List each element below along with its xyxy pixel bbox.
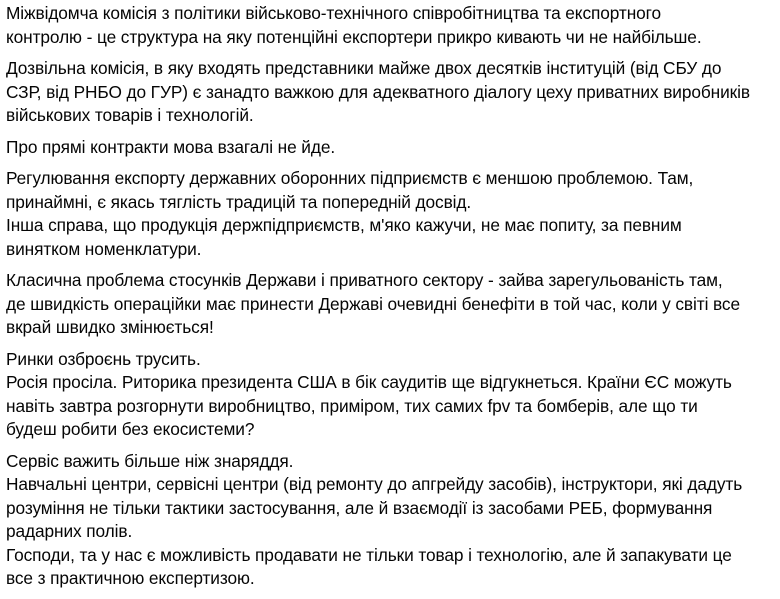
text-line: Інша справа, що продукція держпідприємств, м'яко кажучи, не має попиту, за певним <box>6 215 682 235</box>
text-line: все з практичною експертизою. <box>6 568 255 588</box>
text-line: Сервіс важить більше ніж знаряддя. <box>6 450 294 471</box>
text-line: Про прямі контракти мова взагалі не йде. <box>6 136 336 157</box>
text-line: радарних полів. <box>6 521 133 541</box>
text-line: Росія просіла. Риторика президента США в бік саудитів ще відгукнеться. Країни ЄС можуть <box>6 372 732 392</box>
text-line: розуміння не тільки тактики застосування, але й взаємодії із засобами РЕБ, формування <box>6 497 713 518</box>
text-line: Ринки озброєнь трусить. <box>6 348 201 369</box>
paragraph <box>6 167 778 261</box>
text-line: СЗР, від РНБО до ГУР) є занадто важкою для адекватного діалогу цеху приватних виробників <box>6 81 750 102</box>
paragraph <box>6 136 778 160</box>
text-line: Міжвідомча комісія з політики військово-технічного співробітництва та експортного <box>6 3 662 23</box>
text-line: Дозвільна комісія, в яку входять представники майже двох десятків інституцій (від СБУ до <box>6 58 722 78</box>
post-body <box>6 2 778 599</box>
text-line: навіть завтра розгорнути виробництво, приміром, тих самих fpv та бомберів, але що ти <box>6 395 698 416</box>
text-line: винятком номенклатури. <box>6 238 202 259</box>
text-line: Навчальні центри, сервісні центри (від ремонту до апгрейду засобів), інструктори, які дадуть <box>6 474 743 494</box>
paragraph <box>6 450 778 591</box>
paragraph <box>6 57 778 128</box>
paragraph <box>6 269 778 340</box>
text-line: контролю - це структура на яку потенційні експортери прикро кивають чи не найбільше. <box>6 26 702 47</box>
paragraph <box>6 348 778 442</box>
text-line: вкрай швидко змінюється! <box>6 317 214 337</box>
text-line: військових товарів і технологій. <box>6 105 254 125</box>
text-line: Регулювання експорту державних оборонних підприємств є меншою проблемою. Там, <box>6 168 694 188</box>
paragraph <box>6 2 778 49</box>
text-line: де швидкість операційки має принести Державі очевидні бенефіти в той час, коли у світі все <box>6 293 740 314</box>
text-line: Господи, та у нас є можливість продавати не тільки товар і технологію, але й запакувати це <box>6 544 732 565</box>
text-line: Класична проблема стосунків Держави і приватного сектору - зайва зарегульованість там, <box>6 270 723 290</box>
text-line: будеш робити без екосистеми? <box>6 419 255 439</box>
text-line: принаймні, є якась тяглість традицій та попередній досвід. <box>6 191 472 212</box>
